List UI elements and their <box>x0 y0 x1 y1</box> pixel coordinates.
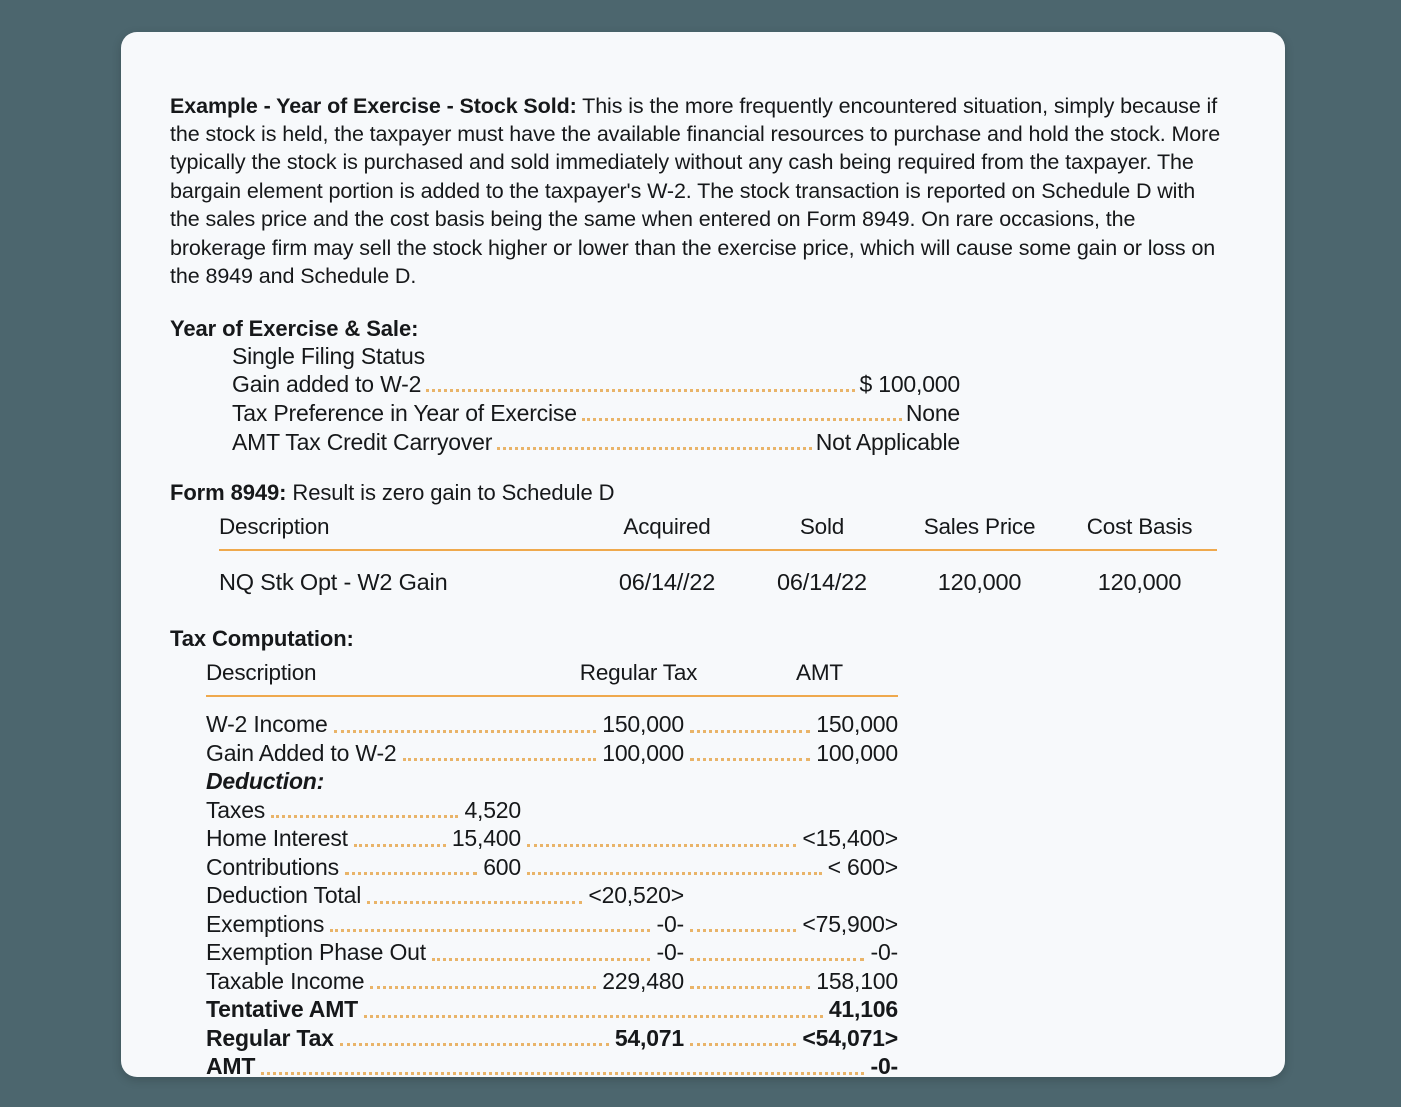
tax-computation-row <box>206 768 898 797</box>
row-sub-value: 4,520 <box>464 796 521 823</box>
tax-computation-header-row <box>206 660 898 697</box>
table-row <box>219 550 1217 596</box>
column-header-regular-tax: Regular Tax <box>579 660 698 686</box>
year-of-exercise-heading: Year of Exercise & Sale: <box>170 316 419 342</box>
filing-status-row: Single Filing Status <box>232 343 425 370</box>
tax-computation-body <box>206 660 898 1077</box>
cell-sales-price: 120,000 <box>937 569 1022 596</box>
amt-credit-carryover-value: Not Applicable <box>815 429 960 456</box>
tax-computation-row <box>206 740 898 769</box>
form-8949-heading-rest: Result is zero gain to Schedule D <box>286 480 615 506</box>
gain-added-value: $ 100,000 <box>859 371 960 398</box>
leader-dots <box>271 815 458 818</box>
leader-dots <box>690 986 810 989</box>
row-label: Contributions <box>206 853 339 880</box>
column-header-sold: Sold <box>747 514 897 550</box>
row-amt-value: 150,000 <box>816 711 898 738</box>
row-label: Regular Tax <box>206 1024 334 1051</box>
leader-dots <box>334 730 597 733</box>
row-regular-tax-value: <20,520> <box>588 882 684 909</box>
row-label: Exemption Phase Out <box>206 939 426 966</box>
row-label: AMT <box>206 1053 256 1077</box>
amt-credit-carryover-row <box>232 429 960 458</box>
row-regular-tax-value: 100,000 <box>602 739 684 766</box>
row-amt-value: 100,000 <box>816 739 898 766</box>
document-content <box>170 70 1245 1077</box>
leader-dots <box>527 844 796 847</box>
row-regular-tax-value: -0- <box>656 939 684 966</box>
row-amt-value: -0- <box>870 1053 898 1077</box>
tax-computation-row <box>206 825 898 854</box>
leader-dots <box>345 872 477 875</box>
row-label: Taxable Income <box>206 967 365 994</box>
column-header-description: Description <box>219 514 587 550</box>
leader-dots <box>690 929 796 932</box>
leader-dots <box>690 958 864 961</box>
tax-preference-row <box>232 400 960 429</box>
year-of-exercise-body <box>232 342 960 458</box>
row-amt-value: <15,400> <box>802 825 898 852</box>
tax-computation-row <box>206 882 898 911</box>
leader-dots <box>426 389 855 392</box>
tax-computation-row <box>206 1053 898 1077</box>
tax-computation-row <box>206 996 898 1025</box>
leader-dots <box>364 1015 823 1018</box>
tax-preference-value: None <box>905 400 960 427</box>
leader-dots <box>403 758 597 761</box>
form-8949-section <box>170 480 1245 596</box>
tax-computation-row <box>206 968 898 997</box>
cell-cost-basis: 120,000 <box>1097 569 1182 596</box>
leader-dots <box>330 929 650 932</box>
table-header-row <box>219 514 1217 550</box>
tax-computation-section <box>170 626 1245 1077</box>
leader-dots <box>690 758 810 761</box>
row-sub-value: 600 <box>483 853 521 880</box>
leader-dots <box>340 1043 609 1046</box>
cell-acquired: 06/14//22 <box>618 569 716 596</box>
document-card <box>121 32 1285 1077</box>
tax-preference-label: Tax Preference in Year of Exercise <box>232 400 577 427</box>
row-label: Taxes <box>206 796 266 823</box>
row-label: Deduction Total <box>206 882 362 909</box>
gain-added-row <box>232 371 960 400</box>
row-label: Deduction: <box>206 768 325 795</box>
leader-dots <box>690 1043 796 1046</box>
row-regular-tax-value: 54,071 <box>614 1024 684 1051</box>
tax-computation-rows <box>206 711 898 1077</box>
leader-dots <box>690 730 810 733</box>
gain-added-label: Gain added to W-2 <box>232 371 422 398</box>
tax-computation-row <box>206 854 898 883</box>
row-label: Gain Added to W-2 <box>206 739 397 766</box>
row-label: W-2 Income <box>206 711 328 738</box>
form-8949-heading <box>170 480 1245 506</box>
tax-computation-row <box>206 1025 898 1054</box>
row-sub-value: 15,400 <box>451 825 521 852</box>
tax-computation-heading: Tax Computation: <box>170 626 354 652</box>
intro-paragraph <box>170 92 1222 291</box>
leader-dots <box>261 1072 864 1075</box>
form-8949-table <box>219 514 1217 596</box>
column-header-description: Description <box>206 660 317 686</box>
column-header-sales-price: Sales Price <box>897 514 1062 550</box>
row-amt-value: <54,071> <box>802 1024 898 1051</box>
year-of-exercise-section <box>170 316 1245 458</box>
tax-computation-row <box>206 711 898 740</box>
row-regular-tax-value: 229,480 <box>602 967 684 994</box>
tax-computation-row <box>206 911 898 940</box>
leader-dots <box>354 844 446 847</box>
row-regular-tax-value: -0- <box>656 910 684 937</box>
row-label: Tentative AMT <box>206 996 359 1023</box>
leader-dots <box>370 986 596 989</box>
row-label: Exemptions <box>206 910 325 937</box>
row-regular-tax-value: 150,000 <box>602 711 684 738</box>
row-amt-value: <75,900> <box>802 910 898 937</box>
column-header-acquired: Acquired <box>587 514 747 550</box>
row-amt-value: < 600> <box>827 853 898 880</box>
leader-dots <box>582 418 902 421</box>
row-label: Home Interest <box>206 825 348 852</box>
cell-description: NQ Stk Opt - W2 Gain <box>219 569 448 596</box>
leader-dots <box>432 958 651 961</box>
row-amt-value: 41,106 <box>828 996 898 1023</box>
cell-sold: 06/14/22 <box>777 569 867 596</box>
leader-dots <box>367 901 582 904</box>
row-amt-value: -0- <box>870 939 898 966</box>
form-8949-heading-bold: Form 8949: <box>170 480 287 506</box>
tax-computation-row <box>206 797 898 826</box>
amt-credit-carryover-label: AMT Tax Credit Carryover <box>232 429 493 456</box>
column-header-cost-basis: Cost Basis <box>1062 514 1217 550</box>
tax-computation-row <box>206 939 898 968</box>
intro-lead-bold: Example - Year of Exercise - Stock Sold: <box>170 93 577 118</box>
column-header-amt: AMT <box>796 660 843 686</box>
row-amt-value: 158,100 <box>816 967 898 994</box>
leader-dots <box>527 872 822 875</box>
intro-body-text: This is the more frequently encountered situation, simply because if the stock is held, the taxpayer must have the available financial resources to purchase and hold the stock. More typically the stock is purchased and sold immediately without any cash being required from the taxpayer. The bargain element portion is added to the taxpayer's W-2. The stock transaction is reported on Schedule D with the sales price and the cost basis being the same when entered on Form 8949. On rare occasions, the brokerage firm may sell the stock higher or lower than the exercise price, which will cause some gain or loss on the 8949 and Schedule D. <box>170 93 1221 288</box>
leader-dots <box>497 447 812 450</box>
